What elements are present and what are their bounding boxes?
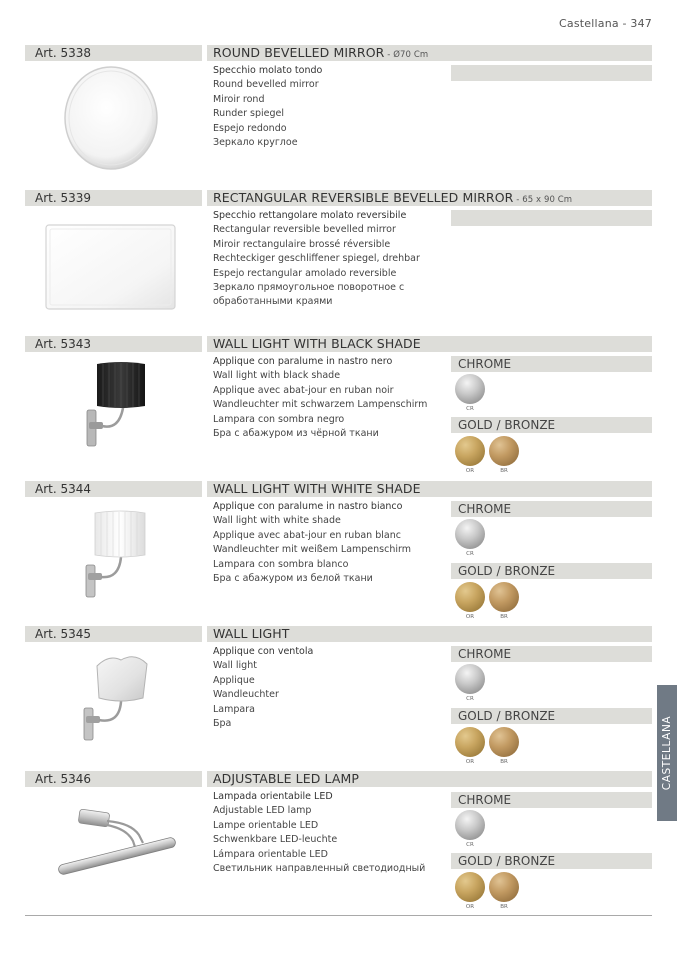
- gold-bronze-finish-header: [451, 563, 652, 579]
- desc-en: Wall light with black shade: [213, 370, 341, 382]
- chrome-swatch: [455, 374, 485, 404]
- desc-en: Wall light with white shade: [213, 515, 341, 527]
- rectangular-mirror-image: [45, 224, 176, 310]
- desc-ru: Зеркало прямоугольное поворотное с: [213, 282, 405, 294]
- product-description: [213, 645, 453, 731]
- art-number: Art. 5338: [35, 46, 92, 60]
- gold-bronze-label: GOLD / BRONZE: [458, 418, 556, 432]
- desc-fr: Applique avec abat-jour en ruban noir: [213, 384, 394, 396]
- gold-code: OR: [465, 614, 475, 620]
- chrome-finish-header: [451, 792, 652, 808]
- gold-bronze-label: GOLD / BRONZE: [458, 854, 556, 868]
- chrome-swatch: [455, 810, 485, 840]
- desc-es: Espejo rectangular amolado reversible: [213, 267, 397, 279]
- bottom-divider: [25, 915, 652, 916]
- chrome-code: CR: [466, 406, 474, 412]
- product-description: [213, 209, 453, 310]
- product-5344: [25, 481, 652, 621]
- castellana-side-tab[interactable]: [657, 685, 677, 821]
- desc-ru: Бра с абажуром из чёрной ткани: [213, 428, 379, 440]
- gold-code: OR: [465, 468, 475, 474]
- gold-bronze-finish-header: [451, 853, 652, 869]
- product-title-bar: [207, 626, 652, 642]
- adjustable-led-lamp-image: [55, 801, 179, 879]
- round-mirror-image: [63, 65, 159, 171]
- desc-es: Lampara con sombra blanco: [213, 558, 349, 570]
- bronze-code: BR: [500, 468, 508, 474]
- side-tab-label: CASTELLANA: [661, 715, 673, 791]
- gold-code: OR: [465, 904, 475, 910]
- desc-ru: Светильник направленный светодиодный: [213, 863, 426, 875]
- product-title-text: RECTANGULAR REVERSIBLE BEVELLED MIRROR: [213, 190, 514, 205]
- desc-en: Adjustable LED lamp: [213, 805, 312, 817]
- gold-bronze-label: GOLD / BRONZE: [458, 709, 556, 723]
- product-title: WALL LIGHT WITH WHITE SHADE: [213, 481, 421, 496]
- desc-ru: Бра: [213, 718, 232, 730]
- product-title-bar: [207, 481, 652, 497]
- product-title-text: ROUND BEVELLED MIRROR: [213, 45, 385, 60]
- gold-swatch: [455, 872, 485, 902]
- product-title: WALL LIGHT: [213, 626, 290, 641]
- art-number: Art. 5344: [35, 482, 92, 496]
- gold-swatch: [455, 582, 485, 612]
- gold-bronze-label: GOLD / BRONZE: [458, 564, 556, 578]
- product-title-bar: [207, 190, 652, 206]
- black-shade-wall-light-image: [85, 360, 149, 452]
- art-number-bar: [25, 336, 202, 352]
- desc-fr: Applique: [213, 674, 255, 686]
- desc-it: Applique con ventola: [213, 646, 314, 657]
- finish-placeholder-bar: [451, 210, 652, 226]
- product-title-bar: [207, 336, 652, 352]
- desc-de: Runder spiegel: [213, 108, 284, 120]
- product-5345: [25, 626, 652, 766]
- product-5338: [25, 45, 652, 185]
- product-title-bar: [207, 45, 652, 61]
- desc-fr: Applique avec abat-jour en ruban blanc: [213, 529, 401, 541]
- desc-fr: Miroir rectangulaire brossé réversible: [213, 238, 391, 250]
- bronze-swatch: [489, 727, 519, 757]
- product-title: WALL LIGHT WITH BLACK SHADE: [213, 336, 421, 351]
- desc-it: Specchio rettangolare molato reversibile: [213, 210, 407, 221]
- desc-de: Wandleuchter mit schwarzem Lampenschirm: [213, 399, 428, 411]
- desc-es: Lampara: [213, 703, 255, 715]
- art-number-bar: [25, 771, 202, 787]
- desc-fr: Lampe orientable LED: [213, 819, 319, 831]
- product-5343: [25, 336, 652, 476]
- desc-de: Schwenkbare LED-leuchte: [213, 834, 338, 846]
- white-shade-wall-light-image: [83, 509, 149, 599]
- page-header: Castellana - 347: [559, 17, 652, 30]
- art-number-bar: [25, 481, 202, 497]
- desc-es: Lámpara orientable LED: [213, 848, 328, 860]
- art-number: Art. 5345: [35, 627, 92, 641]
- bronze-swatch: [489, 582, 519, 612]
- product-title-bar: [207, 771, 652, 787]
- desc-it: Specchio molato tondo: [213, 65, 323, 76]
- product-description: [213, 500, 453, 586]
- product-title: [213, 190, 572, 208]
- chrome-code: CR: [466, 696, 474, 702]
- product-description: [213, 64, 453, 150]
- art-number-bar: [25, 190, 202, 206]
- art-number: Art. 5339: [35, 191, 92, 205]
- desc-fr: Miroir rond: [213, 93, 265, 105]
- chrome-finish-header: [451, 646, 652, 662]
- product-description: [213, 355, 453, 441]
- product-5339: [25, 190, 652, 330]
- product-5346: [25, 771, 652, 911]
- desc-en: Wall light: [213, 660, 257, 672]
- desc-de: Rechteckiger geschliffener spiegel, drehbar: [213, 253, 420, 265]
- chrome-label: CHROME: [458, 357, 512, 371]
- wall-light-image: [81, 652, 151, 744]
- product-title: ADJUSTABLE LED LAMP: [213, 771, 360, 786]
- gold-swatch: [455, 727, 485, 757]
- art-number: Art. 5346: [35, 772, 92, 786]
- chrome-code: CR: [466, 842, 474, 848]
- chrome-label: CHROME: [458, 647, 512, 661]
- gold-bronze-finish-header: [451, 708, 652, 724]
- chrome-label: CHROME: [458, 502, 512, 516]
- finish-placeholder-bar: [451, 65, 652, 81]
- desc-it: Applique con paralume in nastro nero: [213, 356, 393, 367]
- desc-en: Rectangular reversible bevelled mirror: [213, 224, 396, 236]
- art-number-bar: [25, 45, 202, 61]
- product-description: [213, 790, 453, 876]
- bronze-swatch: [489, 872, 519, 902]
- desc-ru: Бра с абажуром из белой ткани: [213, 573, 373, 585]
- bronze-code: BR: [500, 614, 508, 620]
- gold-swatch: [455, 436, 485, 466]
- desc-de: Wandleuchter: [213, 689, 279, 701]
- desc-ru-cont: обработанными краями: [213, 296, 333, 308]
- gold-bronze-finish-header: [451, 417, 652, 433]
- chrome-swatch: [455, 519, 485, 549]
- chrome-finish-header: [451, 356, 652, 372]
- desc-es: Lampara con sombra negro: [213, 413, 345, 425]
- gold-code: OR: [465, 759, 475, 765]
- desc-es: Espejo redondo: [213, 122, 287, 134]
- bronze-swatch: [489, 436, 519, 466]
- product-title: [213, 45, 428, 63]
- desc-en: Round bevelled mirror: [213, 79, 319, 91]
- desc-it: Applique con paralume in nastro bianco: [213, 501, 403, 512]
- product-size: - Ø70 Cm: [384, 50, 429, 60]
- chrome-swatch: [455, 664, 485, 694]
- art-number-bar: [25, 626, 202, 642]
- desc-it: Lampada orientabile LED: [213, 791, 333, 802]
- bronze-code: BR: [500, 759, 508, 765]
- art-number: Art. 5343: [35, 337, 92, 351]
- bronze-code: BR: [500, 904, 508, 910]
- chrome-finish-header: [451, 501, 652, 517]
- product-size: - 65 x 90 Cm: [513, 195, 573, 205]
- desc-de: Wandleuchter mit weißem Lampenschirm: [213, 544, 411, 556]
- chrome-label: CHROME: [458, 793, 512, 807]
- chrome-code: CR: [466, 551, 474, 557]
- desc-ru: Зеркало круглое: [213, 137, 298, 149]
